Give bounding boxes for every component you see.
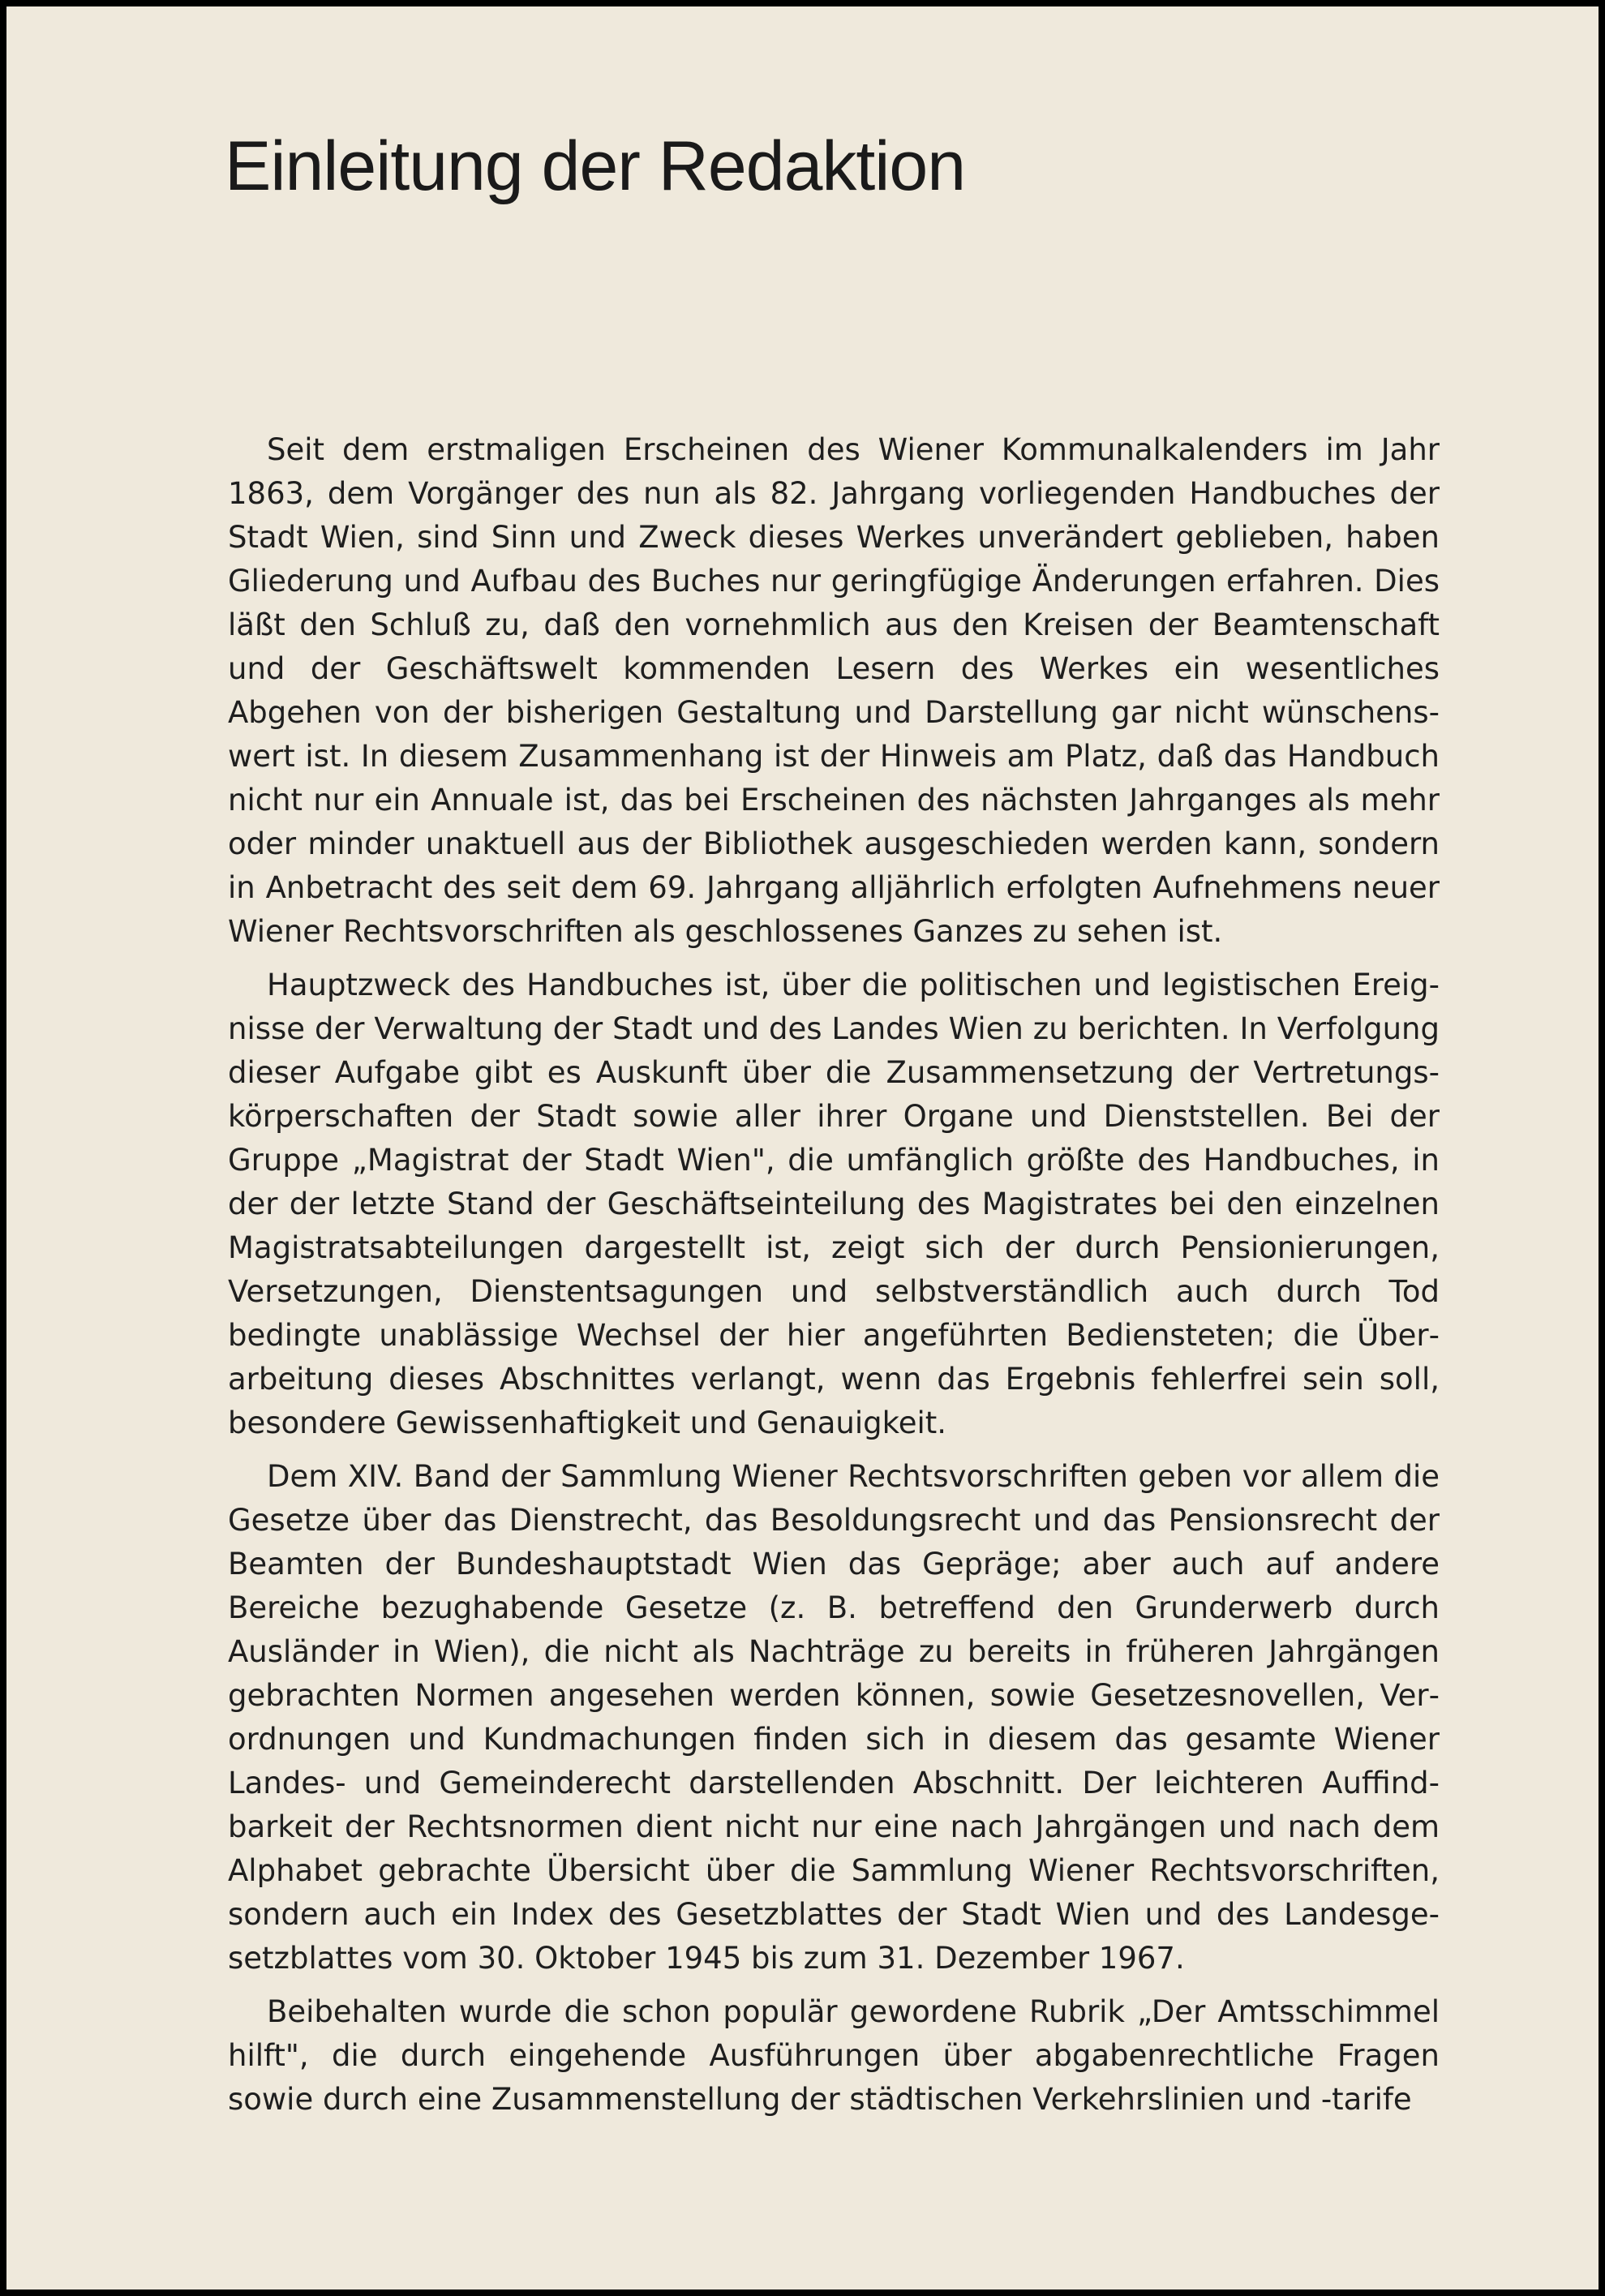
page-title: Einleitung der Redaktion bbox=[225, 127, 966, 205]
body-text bbox=[228, 428, 1440, 2131]
paragraph-4: Beibehalten wurde die schon populär gewordene Rubrik „Der Amtsschimmel hilft", die durch eingehende Ausführungen über abgabenrechtliche Fragen sowie durch eine Zusammenstellung der städtischen Verkehrslinien und -tarife bbox=[228, 1994, 1440, 2117]
document-page bbox=[6, 6, 1599, 2290]
paragraph-1: Seit dem erstmaligen Erscheinen des Wiener Kommunalkalenders im Jahr 1863, dem Vorgänger des nun als 82. Jahrgang vorliegenden Handbuches der Stadt Wien, sind Sinn und Zweck dieses Werkes unverändert geblieben, haben Gliederung und Aufbau des Buches nur geringfügige Änderungen erfahren. Dies läßt den Schluß zu, daß den vornehmlich aus den Kreisen der Beamtenschaft und der Geschäftswelt kommenden Lesern des Werkes ein wesentliches Abgehen von der bisherigen Gestaltung und Darstellung gar nicht wünschenswert ist. In diesem Zusammenhang ist der Hinweis am Platz, daß das Handbuch nicht nur ein Annuale ist, das bei Erscheinen des nächsten Jahrganges als mehr oder minder unaktuell aus der Bibliothek ausgeschieden werden kann, sondern in Anbetracht des seit dem 69. Jahrgang alljährlich erfolgten Aufnehmens neuer Wiener Rechtsvorschriften als geschlossenes Ganzes zu sehen ist. bbox=[228, 432, 1440, 949]
paragraph-3: Dem XIV. Band der Sammlung Wiener Rechtsvorschriften geben vor allem die Gesetze über das Dienstrecht, das Besoldungsrecht und das Pensionsrecht der Beamten der Bundeshauptstadt Wien das Gepräge; aber auch auf andere Bereiche bezughabende Gesetze (z. B. betreffend den Grunderwerb durch Ausländer in Wien), die nicht als Nachträge zu bereits in früheren Jahrgängen gebrachten Normen angesehen werden können, sowie Gesetzesnovellen, Verordnungen und Kundmachungen finden sich in diesem das gesamte Wiener Landes- und Gemeinderecht darstellenden Abschnitt. Der leichteren Auffindbarkeit der Rechtsnormen dient nicht nur eine nach Jahrgängen und nach dem Alphabet gebrachte Übersicht über die Sammlung Wiener Rechtsvorschriften, sondern auch ein Index des Gesetzblattes der Stadt Wien und des Landesgesetzblattes vom 30. Oktober 1945 bis zum 31. Dezember 1967. bbox=[228, 1459, 1440, 1976]
paragraph-2: Hauptzweck des Handbuches ist, über die politischen und legistischen Ereignisse der Verwaltung der Stadt und des Landes Wien zu berichten. In Verfolgung dieser Aufgabe gibt es Auskunft über die Zusammensetzung der Vertretungskörperschaften der Stadt sowie aller ihrer Organe und Dienststellen. Bei der Gruppe „Magistrat der Stadt Wien", die umfänglich größte des Handbuches, in der der letzte Stand der Geschäftseinteilung des Magistrates bei den einzelnen Magistratsabteilungen dargestellt ist, zeigt sich der durch Pensionierungen, Versetzungen, Dienstentsagungen und selbstverständlich auch durch Tod bedingte unablässige Wechsel der hier angeführten Bediensteten; die Überarbeitung dieses Abschnittes verlangt, wenn das Ergebnis fehlerfrei sein soll, besondere Gewissenhaftigkeit und Genauigkeit. bbox=[228, 968, 1440, 1440]
